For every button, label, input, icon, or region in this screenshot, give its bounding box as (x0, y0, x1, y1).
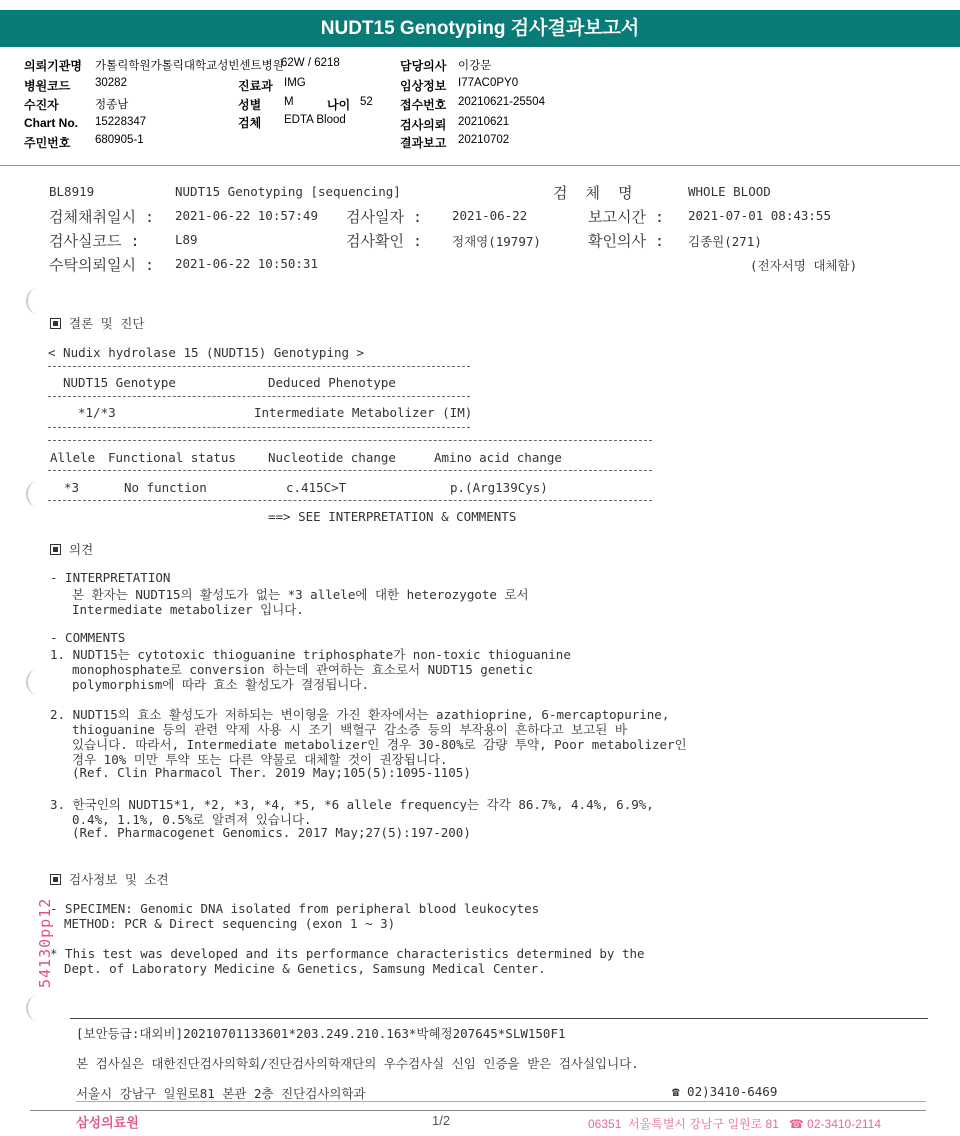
testinfo-heading-text: 검사정보 및 소견 (69, 872, 169, 887)
comment-line: 0.4%, 1.1%, 0.5%로 알려져 있습니다. (72, 812, 312, 827)
phenotype-value: Intermediate Metabolizer (IM) (254, 405, 473, 420)
comment-line: monophosphate로 conversion 하는데 관여하는 효소로서 NUDT15 genetic (72, 662, 533, 677)
divider (48, 427, 470, 428)
punch-hole-icon (26, 669, 50, 695)
punch-hole-icon (26, 481, 50, 507)
doctor-value: 이강문 (458, 60, 492, 72)
patient-label: 수진자 (24, 98, 59, 112)
side-serial-number: 54130pp12 (36, 897, 54, 988)
id-value: 680905-1 (95, 134, 144, 146)
id-label: 주민번호 (24, 136, 71, 150)
collect-label: 검체채취일시 : (49, 208, 155, 226)
conclusion-heading (50, 314, 144, 332)
row-functional: No function (124, 480, 207, 495)
conclusion-subtitle: < Nudix hydrolase 15 (NUDT15) Genotyping > (48, 345, 365, 360)
clinical-value: I77AC0PY0 (458, 77, 519, 89)
testinfo-heading (50, 870, 169, 888)
phenotype-header: Deduced Phenotype (268, 375, 396, 390)
hospital-logo: 삼성의료원 (76, 1115, 139, 1130)
square-bullet-icon (50, 318, 61, 329)
divider (48, 440, 652, 441)
confirm-doctor-value: 김종원(271) (688, 234, 762, 249)
clinical-label: 임상정보 (400, 79, 447, 93)
row-nucleotide: c.415C>T (286, 480, 347, 495)
comment-line: polymorphism에 따라 효소 활성도가 결정됩니다. (72, 677, 369, 692)
doctor-label: 담당의사 (400, 59, 447, 73)
comment-ref: (Ref. Pharmacogenet Genomics. 2017 May;27(5):197-200) (72, 825, 471, 840)
certification-note: 본 검사실은 대한진단검사의학회/진단검사의학재단의 우수검사실 신임 인증을 받은 검사실입니다. (76, 1056, 639, 1071)
report-label: 결과보고 (400, 136, 447, 150)
test-date-value: 2021-06-22 (452, 208, 528, 223)
divider (48, 470, 652, 471)
report-time-value: 2021-07-01 08:43:55 (688, 208, 831, 223)
lab-phone: ☎ 02)3410-6469 (672, 1084, 778, 1099)
punch-hole-icon (26, 288, 50, 314)
col-allele: Allele (50, 450, 96, 465)
comment-line: 3. 한국인의 NUDT15*1, *2, *3, *4, *5, *6 allele frequency는 각각 86.7%, 4.4%, 6.9%, (50, 797, 654, 812)
specimen-name-value: WHOLE BLOOD (688, 184, 771, 199)
test-code: BL8919 (49, 184, 95, 199)
col-amino: Amino acid change (434, 450, 562, 465)
report-title: NUDT15 Genotyping 검사결과보고서 (0, 10, 960, 47)
dept-value: IMG (284, 77, 306, 89)
request-label: 검사의뢰 (400, 118, 447, 132)
hospital-code-value: 30282 (95, 77, 127, 89)
interpretation-line: 본 환자는 NUDT15의 활성도가 없는 *3 allele에 대한 heterozygote 로서 (72, 587, 529, 602)
opinion-heading (50, 540, 93, 558)
confirm-value: 정재영(19797) (452, 234, 541, 249)
lab-address: 서울시 강남구 일원로81 본관 2층 진단검사의학과 (76, 1086, 366, 1101)
test-date-label: 검사일자 : (346, 208, 423, 226)
pink-divider (76, 1101, 926, 1102)
receipt-label: 접수번호 (400, 98, 447, 112)
square-bullet-icon (50, 874, 61, 885)
age-label: 나이 (327, 98, 351, 112)
divider (48, 500, 652, 501)
specimen-label: 검체 (238, 116, 262, 130)
esign-note: (전자서명 대체함) (750, 258, 858, 273)
patient-value: 정종남 (95, 99, 129, 111)
sex-value: M (284, 96, 294, 108)
test-name: NUDT15 Genotyping [sequencing] (175, 184, 401, 199)
footer-divider (70, 1018, 928, 1019)
method-info: METHOD: PCR & Direct sequencing (exon 1 ~ 3) (64, 916, 396, 931)
report-time-label: 보고시간 : (588, 208, 665, 226)
conclusion-heading-text: 결론 및 진단 (69, 316, 145, 331)
disclaimer-line: * This test was developed and its performance characteristics determined by the (50, 946, 645, 961)
interpretation-line: Intermediate metabolizer 입니다. (72, 602, 304, 617)
institution-value: 가톨릭학원가톨릭대학교성빈센트병원 (95, 60, 284, 72)
see-note: ==> SEE INTERPRETATION & COMMENTS (268, 509, 517, 524)
chart-value: 15228347 (95, 116, 147, 128)
comment-line: 1. NUDT15는 cytotoxic thioguanine triphosphate가 non-toxic thioguanine (50, 647, 571, 662)
ward-value: 62W / 6218 (281, 57, 340, 69)
institution-label: 의뢰기관명 (24, 59, 82, 73)
collect-value: 2021-06-22 10:57:49 (175, 208, 318, 223)
bottom-divider (30, 1110, 926, 1111)
interpretation-head: - INTERPRETATION (50, 570, 171, 585)
genotype-value: *1/*3 (78, 405, 116, 420)
genotype-header: NUDT15 Genotype (63, 375, 176, 390)
punch-hole-icon (26, 995, 50, 1021)
page-number: 1/2 (432, 1113, 451, 1128)
comment-line: 2. NUDT15의 효소 활성도가 저하되는 변이형을 가진 환자에서는 azathioprine, 6-mercaptopurine, (50, 707, 670, 722)
row-allele: *3 (64, 480, 80, 495)
specimen-value: EDTA Blood (284, 114, 346, 126)
receive-label: 수탁의뢰일시 : (49, 256, 155, 274)
confirm-doctor-label: 확인의사 : (588, 232, 665, 250)
row-amino: p.(Arg139Cys) (450, 480, 548, 495)
col-functional: Functional status (108, 450, 236, 465)
divider (48, 396, 470, 397)
disclaimer-line: Dept. of Laboratory Medicine & Genetics, Samsung Medical Center. (64, 961, 546, 976)
square-bullet-icon (50, 544, 61, 555)
opinion-heading-text: 의견 (69, 542, 94, 557)
lab-code-value: L89 (175, 232, 198, 247)
age-value: 52 (360, 96, 373, 108)
confirm-label: 검사확인 : (346, 232, 423, 250)
specimen-info: - SPECIMEN: Genomic DNA isolated from peripheral blood leukocytes (50, 901, 540, 916)
col-nucleotide: Nucleotide change (268, 450, 396, 465)
security-line: [보안등급:대외비]20210701133601*203.249.210.163*박혜정207645*SLW150F1 (76, 1026, 566, 1041)
comment-line: 경우 10% 미만 투약 또는 다른 약물로 대체할 것이 권장됩니다. (72, 752, 448, 767)
sex-label: 성별 (238, 98, 262, 112)
receipt-value: 20210621-25504 (458, 96, 545, 108)
request-value: 20210621 (458, 116, 510, 128)
lab-code-label: 검사실코드 : (49, 232, 140, 250)
report-value: 20210702 (458, 134, 510, 146)
patient-header (0, 47, 960, 166)
chart-label: Chart No. (24, 116, 78, 130)
comment-ref: (Ref. Clin Pharmacol Ther. 2019 May;105(5):1095-1105) (72, 765, 471, 780)
divider (48, 366, 470, 367)
receive-value: 2021-06-22 10:50:31 (175, 256, 318, 271)
comments-head: - COMMENTS (50, 630, 126, 645)
specimen-name-label: 검 체 명 (553, 184, 633, 202)
hospital-code-label: 병원코드 (24, 79, 71, 93)
hospital-address: 06351 서울특별시 강남구 일원로 81 ☎ 02-3410-2114 (588, 1117, 882, 1131)
comment-line: 있습니다. 따라서, Intermediate metabolizer인 경우 30-80%로 감량 투약, Poor metabolizer인 (72, 737, 687, 752)
dept-label: 진료과 (238, 79, 273, 93)
comment-line: thioguanine 등의 관련 약제 사용 시 조기 백혈구 감소증 등의 부작용이 흔하다고 보고된 바 (72, 722, 627, 737)
